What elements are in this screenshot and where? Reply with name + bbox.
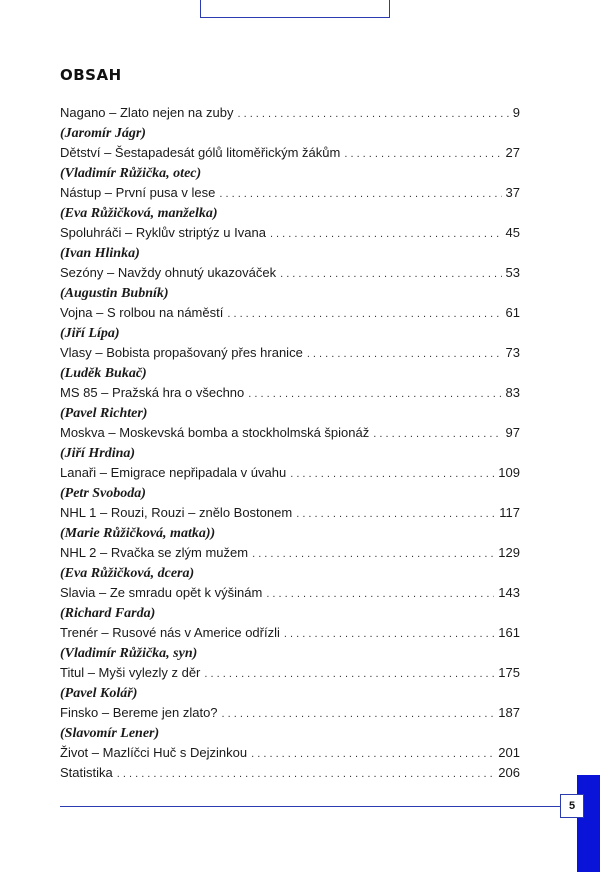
leader-dots bbox=[296, 508, 495, 520]
toc-item[interactable] bbox=[60, 345, 520, 385]
toc-entry[interactable] bbox=[60, 225, 520, 243]
toc-entry[interactable] bbox=[60, 625, 520, 643]
entry-title: MS 85 – Pražská hra o všechno bbox=[60, 385, 245, 400]
entry-page: 27 bbox=[505, 145, 520, 160]
entry-author: (Jaromír Jágr) bbox=[60, 126, 146, 141]
leader-dots bbox=[204, 668, 494, 680]
toc-entry[interactable] bbox=[60, 305, 520, 323]
page-edge-tab bbox=[577, 775, 600, 872]
toc-entry[interactable] bbox=[60, 345, 520, 363]
toc-item[interactable] bbox=[60, 265, 520, 305]
toc-item[interactable] bbox=[60, 665, 520, 705]
entry-author: (Ivan Hlinka) bbox=[60, 246, 140, 261]
entry-page: 97 bbox=[505, 425, 520, 440]
footer-rule bbox=[60, 806, 560, 807]
entry-author: (Augustin Bubník) bbox=[60, 286, 169, 301]
entry-page: 206 bbox=[498, 765, 520, 780]
entry-author: (Eva Růžičková, dcera) bbox=[60, 566, 195, 581]
entry-page: 161 bbox=[498, 625, 520, 640]
toc-item[interactable] bbox=[60, 305, 520, 345]
toc-item[interactable] bbox=[60, 385, 520, 425]
entry-author: (Marie Růžičková, matka)) bbox=[60, 526, 216, 541]
toc-entry[interactable] bbox=[60, 145, 520, 163]
entry-page: 45 bbox=[505, 225, 520, 240]
toc-item[interactable] bbox=[60, 705, 520, 745]
entry-author: (Slavomír Lener) bbox=[60, 726, 160, 741]
toc-item[interactable] bbox=[60, 465, 520, 505]
leader-dots bbox=[266, 588, 494, 600]
entry-author: (Vladimír Růžička, syn) bbox=[60, 646, 198, 661]
toc-entry[interactable] bbox=[60, 265, 520, 283]
entry-author: (Vladimír Růžička, otec) bbox=[60, 166, 202, 181]
toc-entry[interactable] bbox=[60, 505, 520, 523]
entry-author: (Luděk Bukač) bbox=[60, 366, 147, 381]
entry-author: (Jiří Lípa) bbox=[60, 326, 120, 341]
entry-title: Trenér – Rusové nás v Americe odřízli bbox=[60, 625, 280, 640]
entry-author: (Pavel Richter) bbox=[60, 406, 148, 421]
entry-author: (Jiří Hrdina) bbox=[60, 446, 136, 461]
toc-entry[interactable] bbox=[60, 105, 520, 123]
entry-title: Moskva – Moskevská bomba a stockholmská špionáž bbox=[60, 425, 370, 440]
leader-dots bbox=[344, 148, 501, 160]
entry-page: 37 bbox=[505, 185, 520, 200]
entry-page: 73 bbox=[505, 345, 520, 360]
entry-title: Lanaři – Emigrace nepřipadala v úvahu bbox=[60, 465, 287, 480]
page-title: OBSAH bbox=[60, 66, 122, 84]
toc-entry[interactable] bbox=[60, 465, 520, 483]
entry-page: 117 bbox=[499, 505, 520, 520]
entry-author: (Richard Farda) bbox=[60, 606, 156, 621]
toc-entry[interactable] bbox=[60, 545, 520, 563]
toc-item[interactable] bbox=[60, 145, 520, 185]
entry-title: Život – Mazlíčci Huč s Dejzinkou bbox=[60, 745, 248, 760]
leader-dots bbox=[270, 228, 502, 240]
table-of-contents bbox=[60, 105, 520, 785]
toc-item[interactable] bbox=[60, 505, 520, 545]
entry-page: 53 bbox=[505, 265, 520, 280]
entry-author: (Eva Růžičková, manželka) bbox=[60, 206, 218, 221]
toc-item[interactable] bbox=[60, 625, 520, 665]
entry-page: 187 bbox=[498, 705, 520, 720]
statistics-entry[interactable] bbox=[60, 765, 520, 783]
toc-entry[interactable] bbox=[60, 385, 520, 403]
entry-title: Spoluhráči – Ryklův striptýz u Ivana bbox=[60, 225, 266, 240]
leader-dots bbox=[237, 108, 508, 120]
entry-author: (Petr Svoboda) bbox=[60, 486, 146, 501]
leader-dots bbox=[117, 768, 495, 780]
entry-page: 143 bbox=[498, 585, 520, 600]
header-frame bbox=[200, 0, 390, 18]
entry-page: 175 bbox=[498, 665, 520, 680]
leader-dots bbox=[280, 268, 501, 280]
entry-author: (Pavel Kolář) bbox=[60, 686, 138, 701]
entry-page: 9 bbox=[512, 105, 520, 120]
leader-dots bbox=[227, 308, 501, 320]
leader-dots bbox=[219, 188, 501, 200]
entry-title: Titul – Myši vylezly z děr bbox=[60, 665, 201, 680]
entry-title: Dětství – Šestapadesát gólů litoměřickým žákům bbox=[60, 145, 341, 160]
leader-dots bbox=[252, 548, 494, 560]
entry-title: Slavia – Ze smradu opět k výšinám bbox=[60, 585, 263, 600]
entry-title: Finsko – Bereme jen zlato? bbox=[60, 705, 218, 720]
entry-title: NHL 2 – Rvačka se zlým mužem bbox=[60, 545, 249, 560]
toc-item[interactable] bbox=[60, 545, 520, 585]
toc-entry[interactable] bbox=[60, 185, 520, 203]
entry-page: 129 bbox=[498, 545, 520, 560]
entry-title: NHL 1 – Rouzi, Rouzi – znělo Bostonem bbox=[60, 505, 293, 520]
toc-item[interactable] bbox=[60, 225, 520, 265]
leader-dots bbox=[307, 348, 502, 360]
entry-page: 109 bbox=[498, 465, 520, 480]
leader-dots bbox=[290, 468, 494, 480]
toc-entry[interactable] bbox=[60, 425, 520, 443]
entry-title: Statistika bbox=[60, 765, 113, 780]
entry-title: Nástup – První pusa v lese bbox=[60, 185, 216, 200]
entry-title: Nagano – Zlato nejen na zuby bbox=[60, 105, 234, 120]
leader-dots bbox=[284, 628, 494, 640]
toc-item[interactable] bbox=[60, 585, 520, 625]
entry-title: Vlasy – Bobista propašovaný přes hranice bbox=[60, 345, 303, 360]
entry-title: Vojna – S rolbou na náměstí bbox=[60, 305, 224, 320]
leader-dots bbox=[251, 748, 494, 760]
leader-dots bbox=[373, 428, 501, 440]
entry-page: 201 bbox=[498, 745, 520, 760]
toc-entry[interactable] bbox=[60, 585, 520, 603]
leader-dots bbox=[248, 388, 501, 400]
toc-item[interactable] bbox=[60, 185, 520, 225]
toc-entry[interactable] bbox=[60, 705, 520, 723]
page-number: 5 bbox=[560, 794, 584, 818]
leader-dots bbox=[222, 708, 495, 720]
toc-entry[interactable] bbox=[60, 745, 520, 763]
toc-item[interactable] bbox=[60, 425, 520, 465]
toc-entry[interactable] bbox=[60, 665, 520, 683]
entry-page: 61 bbox=[505, 305, 520, 320]
toc-item[interactable] bbox=[60, 105, 520, 145]
entry-title: Sezóny – Navždy ohnutý ukazováček bbox=[60, 265, 277, 280]
entry-page: 83 bbox=[505, 385, 520, 400]
